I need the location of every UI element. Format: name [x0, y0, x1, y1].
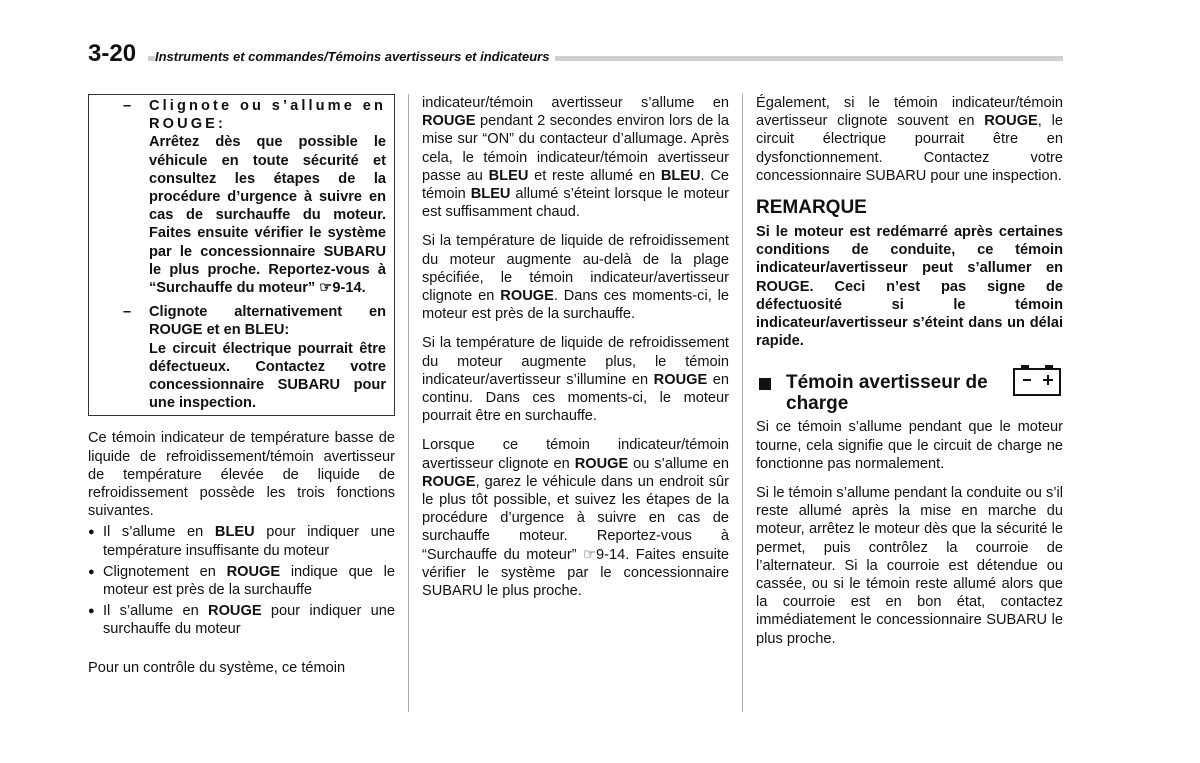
- text-run: . Dans ces moments-ci, le moteur est près de la surchauffe.: [422, 288, 729, 323]
- text-run: Également, si le témoin indicateur/témoin avertisseur clignote souvent en: [756, 95, 1063, 130]
- emphasis: ROUGE: [653, 371, 708, 388]
- column-2: [422, 94, 729, 600]
- emphasis: BLEU: [488, 167, 529, 184]
- paragraph: [422, 232, 729, 323]
- paragraph: [756, 94, 1063, 185]
- note-heading: REMARQUE: [756, 197, 867, 219]
- intro-paragraph: Ce témoin indicateur de température basse de liquide de refroidissement/témoin avertisseur de température élevée de liquide de refroidissement possède les trois fonctions suivantes.: [88, 430, 395, 520]
- text-run: Si la température de liquide de refroidissement du moteur augmente au-delà de la plage spécifiée, le témoin indicateur/avertisseur clignote en: [422, 233, 729, 305]
- warning-item: [97, 97, 386, 297]
- text-run: Il s’allume en: [103, 603, 209, 620]
- section-heading: [756, 372, 1063, 416]
- emphasis: ROUGE: [422, 113, 476, 130]
- text-run: en continu. Dans ces moments-ci, le moteur pourrait être en surchauffe.: [422, 371, 729, 425]
- text-run: pendant 2 secondes environ lors de la mise sur “ON” du contacteur d’allumage. Après cela, le témoin indicateur/témoin avertisseur passe au: [422, 113, 729, 184]
- note-body: Si le moteur est redémarré après certaines conditions de conduite, ce témoin indicateur/avertisseur peut s’allumer en ROUGE. Ceci n’est pas signe de défectuosité si le témoin indicateur/avertisseur s’éteint dans un délai rapide.: [756, 224, 1063, 350]
- paragraph: [422, 94, 729, 221]
- text-run: pour indiquer une température insuffisante du moteur: [103, 524, 395, 559]
- battery-charge-icon: [1013, 368, 1061, 396]
- text-run: indique que le moteur est près de la surchauffe: [103, 563, 395, 599]
- column-divider-2: [742, 94, 743, 712]
- text-run: Il s’allume en: [103, 524, 215, 541]
- section-title: Témoin avertisseur de charge: [786, 372, 988, 415]
- text-run: indicateur/témoin avertisseur s’allume en: [422, 95, 729, 111]
- bullet-dot: ●: [88, 605, 95, 618]
- warning-dash: –: [123, 98, 132, 114]
- warning-item-text: [149, 303, 386, 412]
- list-item-text: [103, 563, 395, 599]
- emphasis: BLEU: [214, 524, 255, 541]
- warning-item: [97, 303, 386, 412]
- column-divider-1: [408, 94, 409, 712]
- text-run: pour indiquer une surchauffe du moteur: [103, 603, 395, 638]
- column-3: [756, 94, 1063, 648]
- warning-dash: –: [123, 304, 132, 321]
- list-item: [88, 563, 395, 599]
- text-run: , le circuit électrique pourrait être en dysfonctionnement. Contactez votre concessionnaire SUBARU pour une inspection.: [756, 113, 1064, 184]
- paragraph: Si ce témoin s’allume pendant que le moteur tourne, cela signifie que le circuit de charge ne fonctionne pas normalement.: [756, 419, 1063, 472]
- emphasis: ROUGE: [422, 473, 476, 490]
- text-run: allumé s’éteint lorsque le moteur est suffisamment chaud.: [422, 186, 729, 221]
- warning-box: [88, 94, 395, 416]
- emphasis: ROUGE: [574, 455, 629, 472]
- running-header-text: Instruments et commandes/Témoins avertisseurs et indicateurs: [155, 49, 555, 64]
- page-number: 3-20: [88, 40, 137, 67]
- warning-head: Clignote ou s’allume en ROUGE:: [149, 98, 386, 133]
- emphasis: BLEU: [470, 186, 511, 203]
- list-item: [88, 602, 395, 638]
- warning-body: Arrêtez dès que possible le véhicule en toute sécurité et consultez les étapes de la procédure d’urgence à suivre en cas de surchauffe du moteur. Faites ensuite vérifier le système par le concessionnaire SUBARU le plus proche. Reportez-vous à “Surchauffe du moteur” ☞9-14.: [149, 134, 386, 297]
- section-marker: [759, 378, 771, 390]
- emphasis: ROUGE: [984, 113, 1038, 130]
- warning-body: Le circuit électrique pourrait être défectueux. Contactez votre concessionnaire SUBARU pour une inspection.: [149, 340, 386, 412]
- paragraph: [422, 436, 729, 600]
- paragraph: [422, 334, 729, 425]
- text-run: Clignotement en: [103, 563, 227, 580]
- list-item-text: [103, 602, 395, 638]
- warning-item-text: [149, 97, 386, 297]
- text-run: ou s’allume en: [628, 455, 729, 472]
- outro-paragraph: Pour un contrôle du système, ce témoin: [88, 659, 346, 676]
- emphasis: ROUGE: [500, 288, 554, 305]
- text-run: et reste allumé en: [528, 167, 661, 184]
- list-item: [88, 523, 395, 559]
- bullet-dot: ●: [88, 565, 95, 578]
- column-1: [88, 94, 395, 677]
- emphasis: BLEU: [660, 167, 701, 184]
- running-header: [155, 49, 555, 65]
- list-item-text: [103, 523, 395, 559]
- emphasis: ROUGE: [208, 603, 262, 620]
- text-run: Si la température de liquide de refroidissement du moteur augmente plus, le témoin indicateur/avertisseur s’illumine en: [422, 335, 729, 388]
- text-run: Lorsque ce témoin indicateur/témoin avertisseur clignote en: [422, 437, 729, 472]
- text-run: . Ce témoin: [422, 167, 729, 203]
- paragraph: Si le témoin s’allume pendant la conduite ou s’il reste allumé après la mise en marche du moteur, arrêtez le moteur dès que la sécurité le permet, puis contrôlez la courroie de l’alternateur. Si la courroie est détendue ou cassée, ou si le témoin reste allumé alors que la courroie est en bon état, contactez immédiatement le concessionnaire SUBARU le plus proche.: [756, 485, 1063, 647]
- bullet-dot: ●: [88, 526, 95, 539]
- warning-head: Clignote alternativement en ROUGE et en BLEU:: [149, 304, 386, 339]
- emphasis: ROUGE: [226, 563, 281, 580]
- text-run: , garez le véhicule dans un endroit sûr le plus tôt possible, et suivez les étapes de la procédure d’urgence à suivre en cas de surchauffe moteur. Reportez-vous à “Surchauffe du moteur” ☞9-14. Faites ensuite vérifier le système par le concessionnaire SUBARU le plus proche.: [422, 473, 729, 600]
